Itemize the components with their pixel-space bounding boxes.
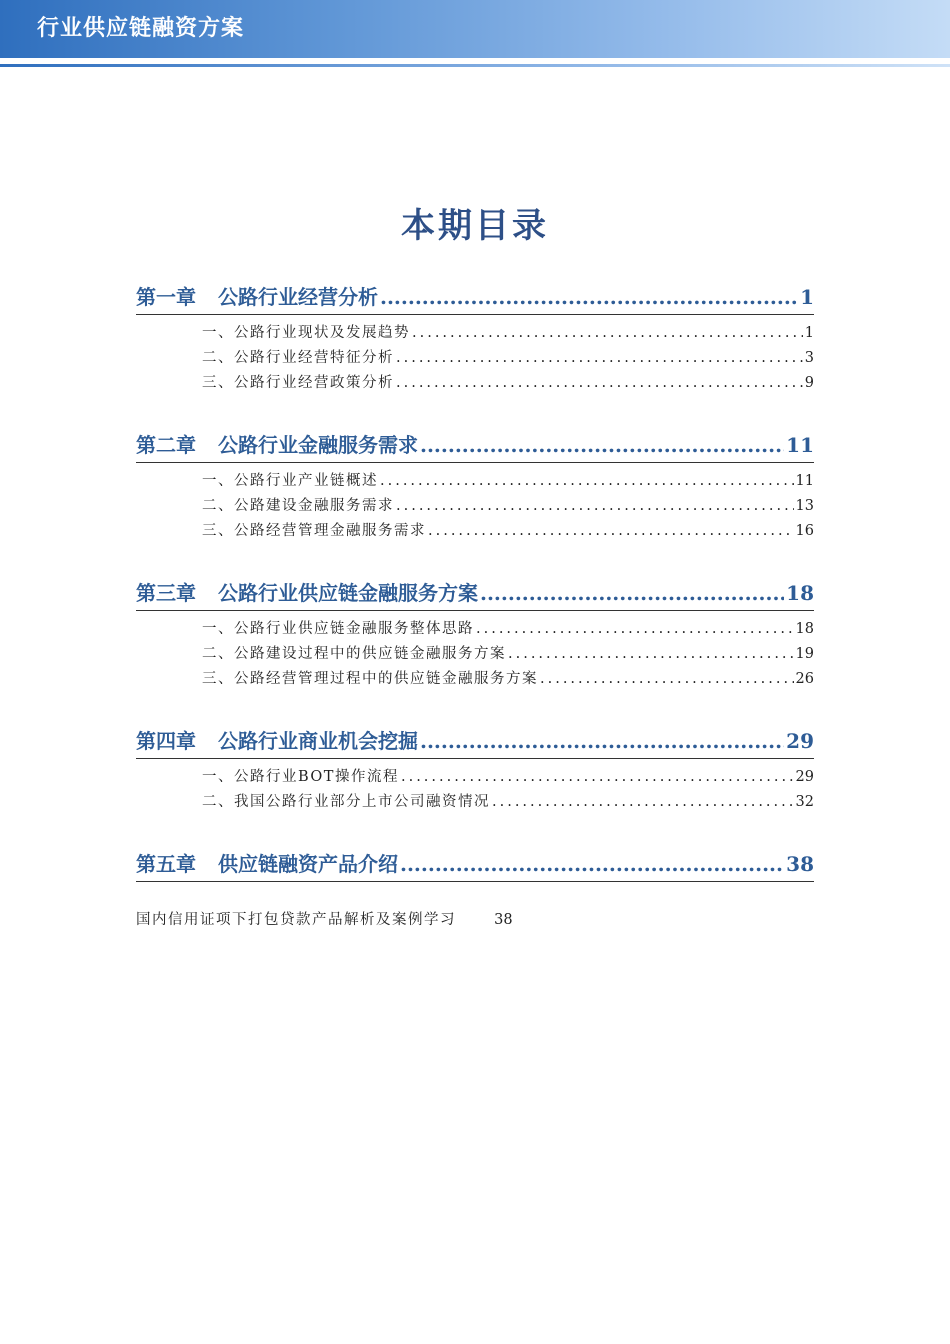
chapter-1 [136, 280, 814, 396]
chapter-page: 1 [800, 285, 814, 309]
chapter-page: 11 [786, 433, 814, 457]
dot-leader [508, 642, 794, 667]
header-title: 行业供应链融资方案 [37, 16, 245, 41]
section-label: 一、公路行业产业链概述 [202, 473, 378, 489]
chapter-number: 第三章 [136, 581, 196, 605]
section-page: 29 [795, 769, 814, 785]
chapter-number: 第一章 [136, 285, 196, 309]
extra-entry[interactable] [136, 908, 513, 929]
section-page: 3 [804, 350, 814, 366]
section-label: 三、公路经营管理过程中的供应链金融服务方案 [202, 671, 538, 687]
chapter-number: 第五章 [136, 852, 196, 876]
section-label: 二、我国公路行业部分上市公司融资情况 [202, 794, 490, 810]
section-entry[interactable] [136, 667, 814, 692]
section-list [136, 765, 814, 815]
dot-leader [396, 494, 794, 519]
section-entry[interactable] [136, 519, 814, 544]
chapter-heading[interactable] [136, 724, 814, 759]
dot-leader [420, 428, 784, 462]
section-list [136, 321, 814, 396]
dot-leader [420, 724, 784, 758]
dot-leader [492, 790, 794, 815]
chapter-heading[interactable] [136, 847, 814, 882]
chapter-5 [136, 847, 814, 882]
table-of-contents [136, 280, 814, 914]
dot-leader [380, 280, 798, 314]
extra-label: 国内信用证项下打包贷款产品解析及案例学习 [136, 912, 456, 928]
dot-leader [480, 576, 784, 610]
header-divider [0, 64, 950, 67]
section-entry[interactable] [136, 765, 814, 790]
header-band [0, 0, 950, 58]
chapter-title: 公路行业金融服务需求 [218, 433, 418, 457]
dot-leader [428, 519, 794, 544]
section-page: 1 [804, 325, 814, 341]
section-entry[interactable] [136, 642, 814, 667]
section-entry[interactable] [136, 346, 814, 371]
section-page: 32 [795, 794, 814, 810]
section-entry[interactable] [136, 371, 814, 396]
chapter-heading[interactable] [136, 280, 814, 315]
section-label: 二、公路建设过程中的供应链金融服务方案 [202, 646, 506, 662]
chapter-number: 第四章 [136, 729, 196, 753]
section-list [136, 469, 814, 544]
section-label: 三、公路行业经营政策分析 [202, 375, 394, 391]
section-page: 11 [795, 473, 814, 489]
chapter-title: 公路行业供应链金融服务方案 [218, 581, 478, 605]
dot-leader [476, 617, 794, 642]
section-page: 16 [795, 523, 814, 539]
chapter-4 [136, 724, 814, 815]
chapter-title: 公路行业经营分析 [218, 285, 378, 309]
chapter-title: 供应链融资产品介绍 [218, 852, 398, 876]
dot-leader [401, 765, 794, 790]
section-page: 26 [795, 671, 814, 687]
extra-page: 38 [494, 912, 513, 928]
chapter-title: 公路行业商业机会挖掘 [218, 729, 418, 753]
dot-leader [380, 469, 794, 494]
section-list [136, 617, 814, 692]
section-label: 三、公路经营管理金融服务需求 [202, 523, 426, 539]
chapter-page: 38 [786, 852, 814, 876]
chapter-page: 18 [786, 581, 814, 605]
section-page: 9 [804, 375, 814, 391]
section-label: 二、公路建设金融服务需求 [202, 498, 394, 514]
dot-leader [396, 346, 803, 371]
section-entry[interactable] [136, 790, 814, 815]
section-entry[interactable] [136, 494, 814, 519]
section-entry[interactable] [136, 469, 814, 494]
section-label: 一、公路行业供应链金融服务整体思路 [202, 621, 474, 637]
section-entry[interactable] [136, 321, 814, 346]
section-label: 二、公路行业经营特征分析 [202, 350, 394, 366]
chapter-heading[interactable] [136, 428, 814, 463]
dot-leader [396, 371, 803, 396]
dot-leader [540, 667, 794, 692]
chapter-heading[interactable] [136, 576, 814, 611]
section-entry[interactable] [136, 617, 814, 642]
section-label: 一、公路行业现状及发展趋势 [202, 325, 410, 341]
section-page: 19 [795, 646, 814, 662]
section-page: 18 [795, 621, 814, 637]
chapter-page: 29 [786, 729, 814, 753]
chapter-number: 第二章 [136, 433, 196, 457]
chapter-2 [136, 428, 814, 544]
toc-title: 本期目录 [401, 206, 549, 246]
chapter-3 [136, 576, 814, 692]
section-label: 一、公路行业BOT操作流程 [202, 769, 399, 785]
dot-leader [412, 321, 803, 346]
section-page: 13 [795, 498, 814, 514]
dot-leader [400, 847, 784, 881]
